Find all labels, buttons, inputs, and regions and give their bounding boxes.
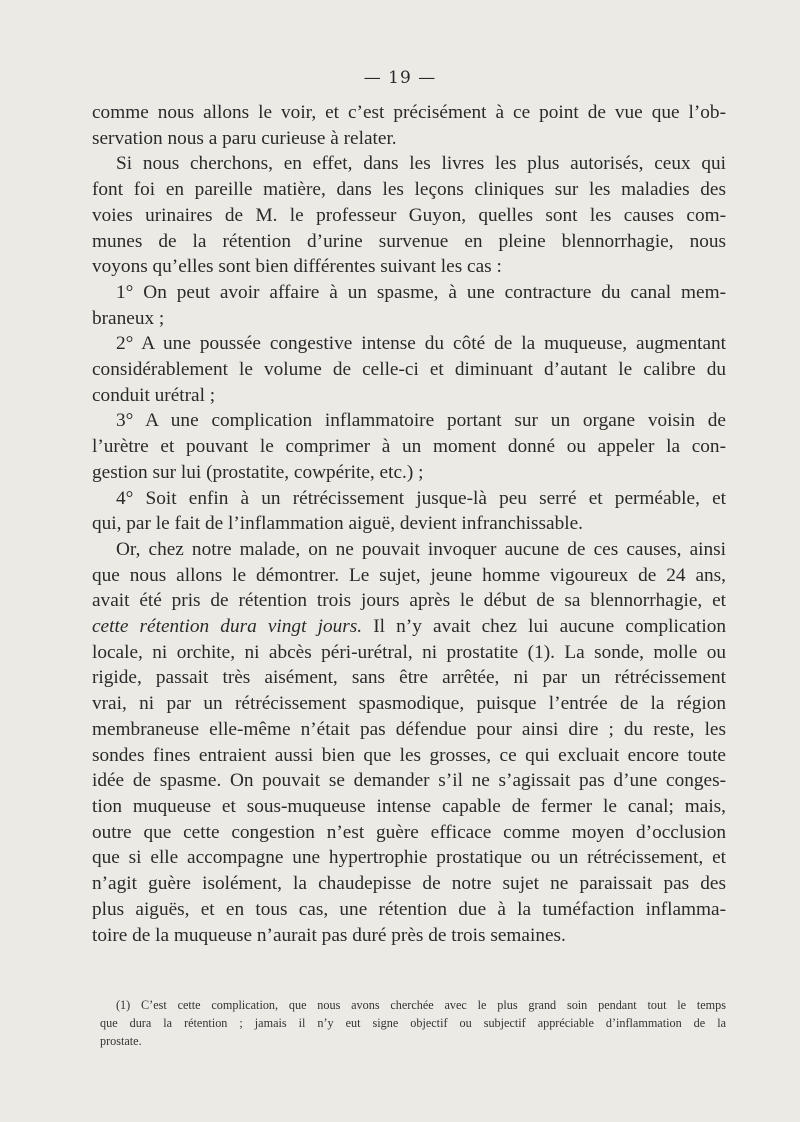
text-line: 4° Soit enfin à un rétrécissement jusque-là peu serré et perméable, et xyxy=(116,487,726,509)
text-line: 2° A une poussée congestive intense du côté de la muqueuse, augmentant xyxy=(116,333,726,355)
text-line: outre que cette congestion n’est guère efficace comme moyen d’occlusion xyxy=(92,821,726,843)
paragraph xyxy=(92,537,726,948)
text-line: voyons qu’elles sont bien différentes suivant les cas : xyxy=(92,256,502,278)
footnote-line: que dura la rétention ; jamais il n’y eut signe objectif ou subjectif appréciable d’inflammation de la xyxy=(100,1016,726,1030)
text-line: locale, ni orchite, ni abcès péri-urétral, ni prostatite (1). La sonde, molle ou xyxy=(92,641,726,663)
text-line: que nous allons le démontrer. Le sujet, jeune homme vigoureux de 24 ans, xyxy=(92,564,726,586)
text-line: qui, par le fait de l’inflammation aiguë, devient infranchissable. xyxy=(92,513,583,535)
text-line: 3° A une complication inflammatoire portant sur un organe voisin de xyxy=(116,410,726,432)
footnote-line: prostate. xyxy=(100,1034,142,1048)
text-line: avait été pris de rétention trois jours après le début de sa blennorrhagie, et xyxy=(92,590,726,612)
page-number: — 19 — xyxy=(363,68,437,88)
text-line: munes de la rétention d’urine survenue en pleine blennorrhagie, nous xyxy=(92,230,726,252)
text-line: sondes fines entraient aussi bien que les grosses, ce qui excluait encore toute xyxy=(92,744,726,766)
text-line: rigide, passait très aisément, sans être arrêtée, ni par un rétrécissement xyxy=(92,667,726,689)
text-line: que si elle accompagne une hypertrophie prostatique ou un rétrécissement, et xyxy=(92,847,726,869)
text-line: braneux ; xyxy=(92,307,165,329)
text-line: tion muqueuse et sous-muqueuse intense capable de fermer le canal; mais, xyxy=(92,795,726,817)
text-line: membraneuse elle-même n’était pas défendue pour ainsi dire ; du reste, les xyxy=(92,718,726,740)
text-line: gestion sur lui (prostatite, cowpérite, etc.) ; xyxy=(92,461,424,483)
footnote xyxy=(100,996,726,1050)
text-line: toire de la muqueuse n’aurait pas duré près de trois semaines. xyxy=(92,924,566,946)
paragraph xyxy=(92,408,726,485)
text-line: Si nous cherchons, en effet, dans les livres les plus autorisés, ceux qui xyxy=(116,153,726,175)
paragraph xyxy=(92,100,726,151)
text-line: Or, chez notre malade, on ne pouvait invoquer aucune de ces causes, ainsi xyxy=(116,538,726,560)
text-line: vrai, ni par un rétrécissement spasmodique, puisque l’entrée de la région xyxy=(92,693,726,715)
text-line: idée de spasme. On pouvait se demander s’il ne s’agissait pas d’une conges- xyxy=(92,770,726,792)
paragraph xyxy=(92,331,726,408)
text-line: n’agit guère isolément, la chaudepisse de notre sujet ne paraissait pas des xyxy=(92,873,726,895)
text-line: font foi en pareille matière, dans les leçons cliniques sur les maladies des xyxy=(92,179,726,201)
text-line: comme nous allons le voir, et c’est précisément à ce point de vue que l’ob- xyxy=(92,102,726,123)
body-text xyxy=(92,100,726,948)
footnote-line: (1) C’est cette complication, que nous avons cherchée avec le plus grand soin pendant tout le temps xyxy=(116,998,726,1012)
paragraph xyxy=(92,280,726,331)
text-line: cette rétention dura vingt jours. Il n’y avait chez lui aucune complication xyxy=(92,616,726,638)
emphasis: cette rétention dura vingt jours. xyxy=(92,616,363,638)
text-line: considérablement le volume de celle-ci et diminuant d’autant le calibre du xyxy=(92,359,726,381)
text-line: l’urètre et pouvant le comprimer à un moment donné ou appeler la con- xyxy=(92,436,726,458)
text-line: 1° On peut avoir affaire à un spasme, à une contracture du canal mem- xyxy=(116,281,726,303)
text-line: voies urinaires de M. le professeur Guyon, quelles sont les causes com- xyxy=(92,204,726,226)
text-line: plus aiguës, et en tous cas, une rétention due à la tuméfaction inflamma- xyxy=(92,898,726,920)
text-line: conduit urétral ; xyxy=(92,384,216,406)
text-line: servation nous a paru curieuse à relater. xyxy=(92,127,397,149)
paragraph xyxy=(92,486,726,537)
paragraph xyxy=(92,151,726,280)
